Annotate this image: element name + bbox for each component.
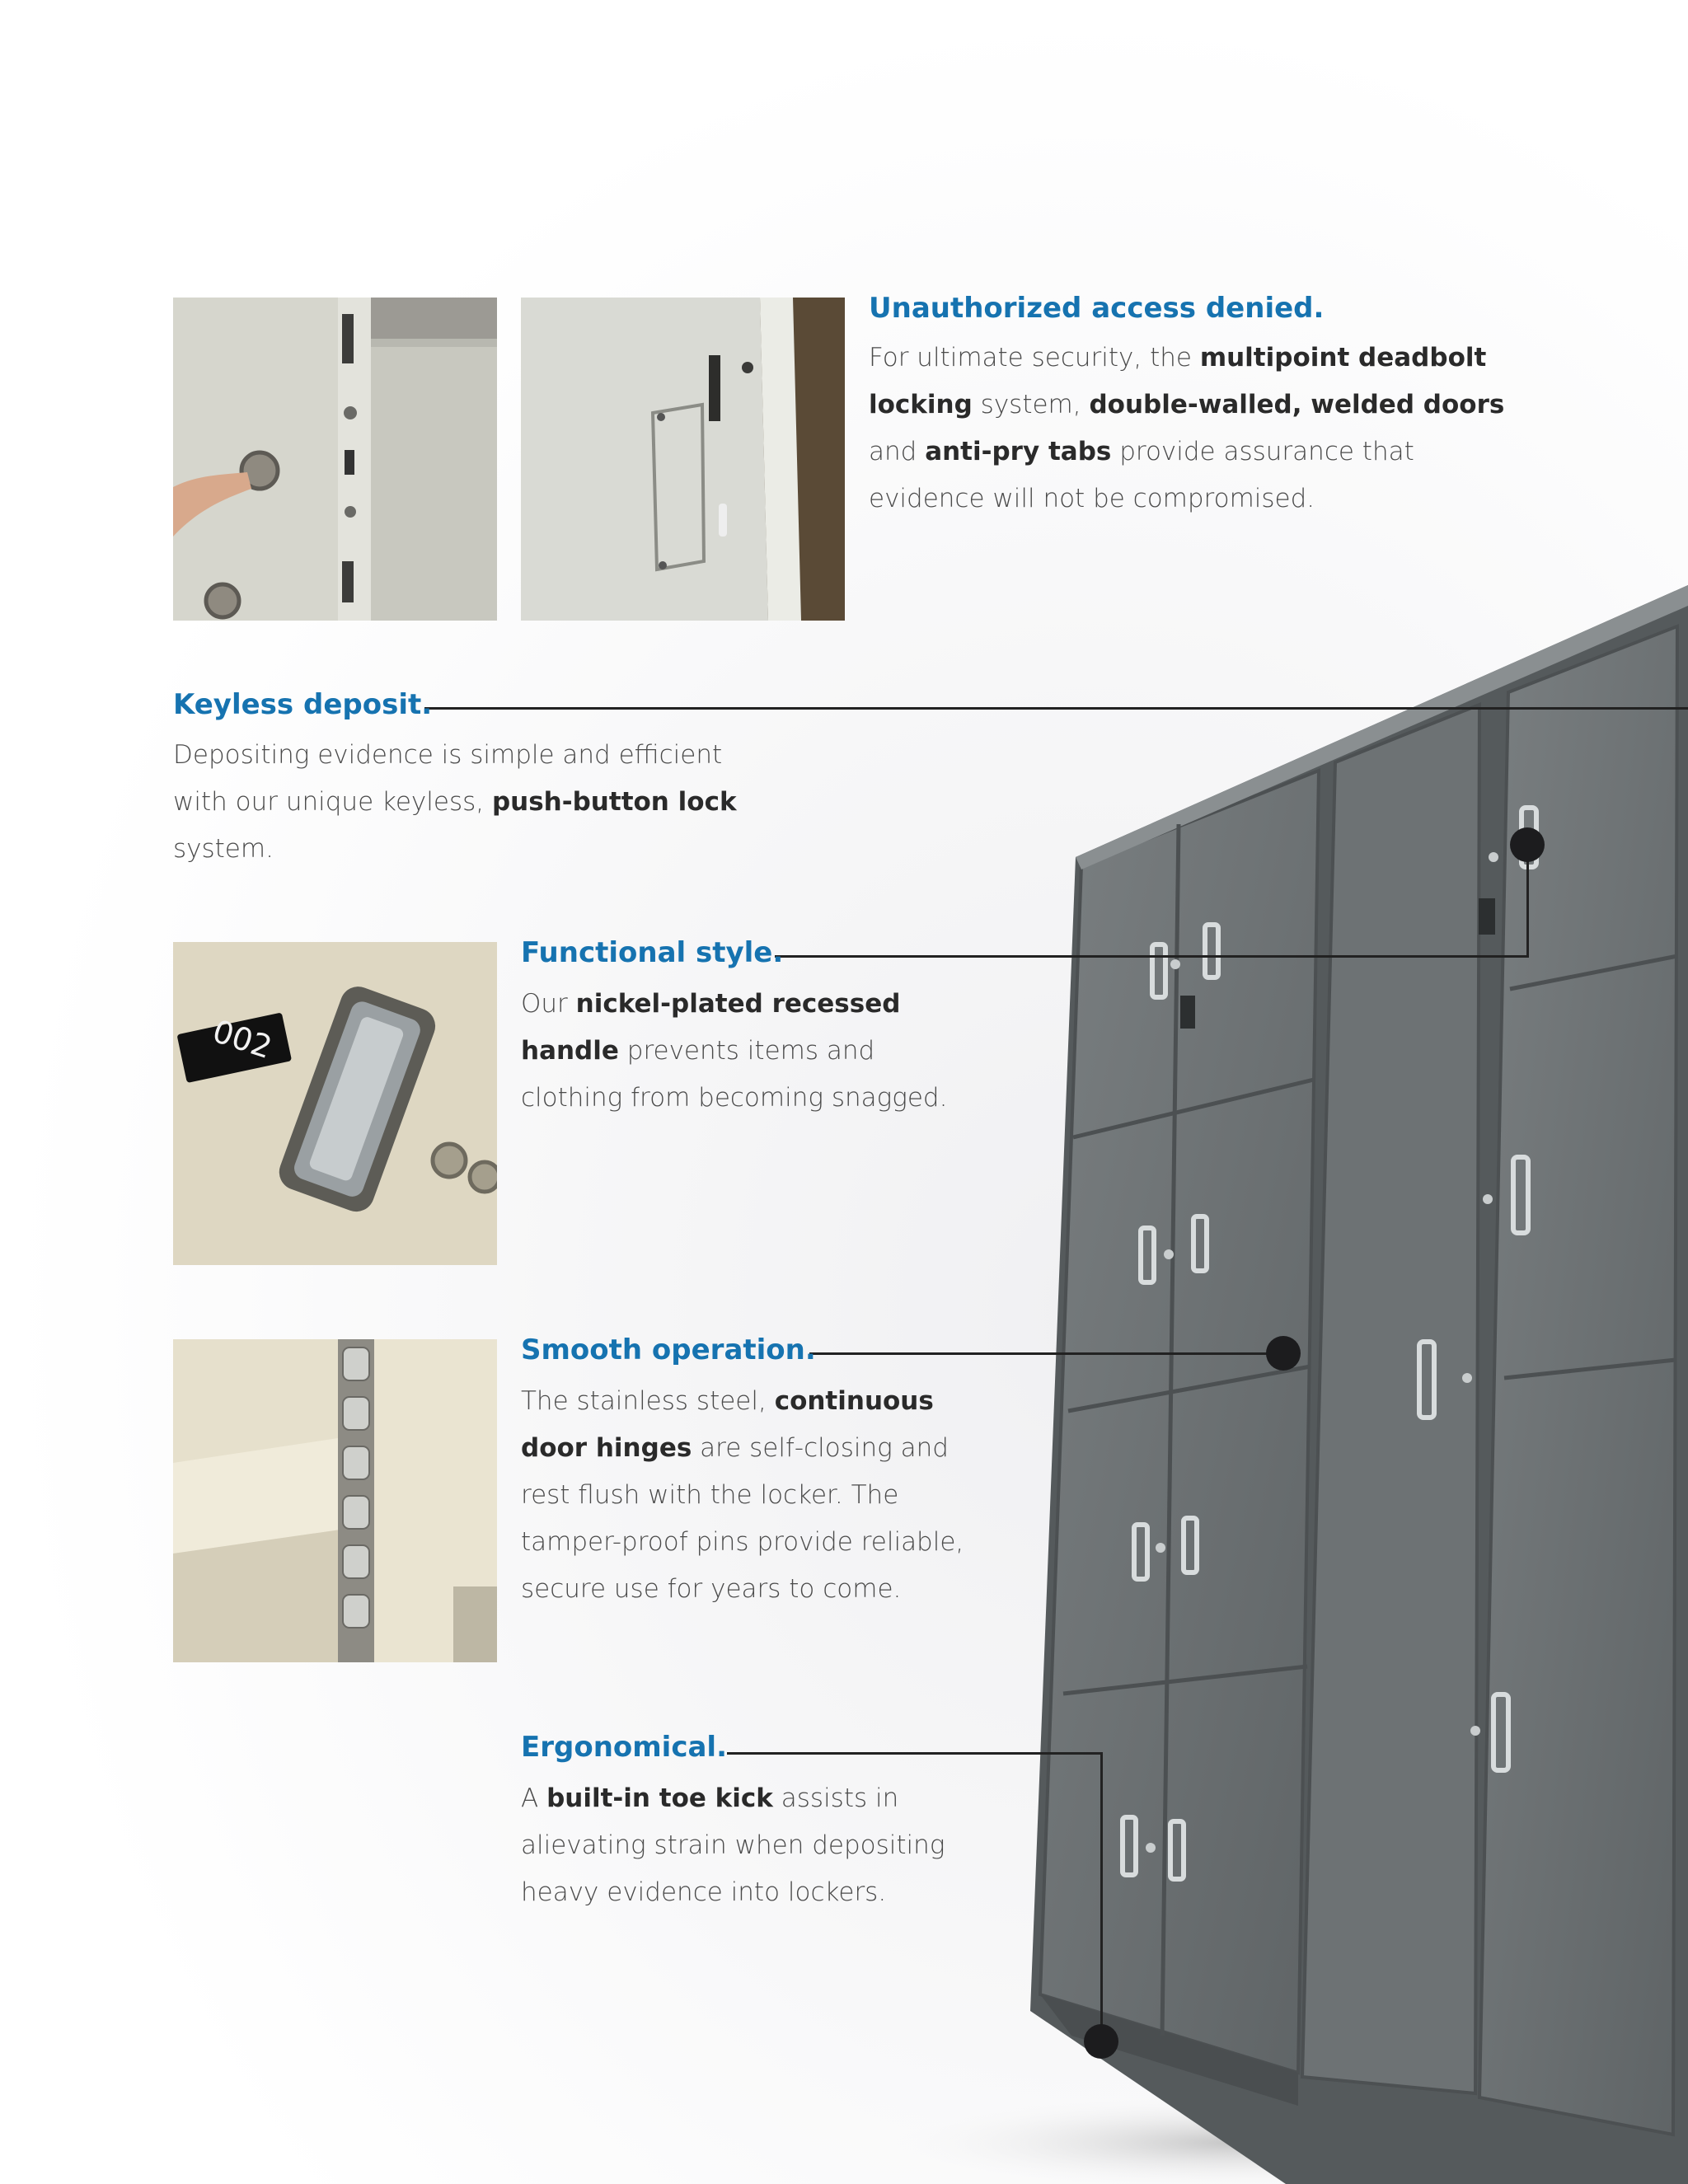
heading-functional-style: Functional style. — [521, 936, 784, 969]
heading-smooth-operation: Smooth operation. — [521, 1333, 816, 1366]
text-functional-style: Our nickel-plated recessed handle prevents items and clothing from becoming snagged. — [521, 989, 948, 1113]
photo-welded-door — [521, 298, 845, 621]
photo-continuous-hinge — [173, 1339, 497, 1662]
callout-line-keyless — [424, 707, 1688, 710]
text-unauthorized-access: For ultimate security, the multipoint deadbolt locking system, double-walled, welded doors and anti-pry tabs provide assurance that evidence will not be compromised. — [869, 343, 1505, 513]
callout-line-smooth — [809, 1352, 1286, 1355]
heading-keyless-deposit: Keyless deposit. — [173, 688, 433, 721]
callout-line-ergonomical — [727, 1752, 1103, 1755]
locker-number-label: 002 — [208, 1012, 277, 1066]
callout-dot-smooth — [1266, 1336, 1301, 1371]
heading-ergonomical: Ergonomical. — [521, 1731, 728, 1764]
callout-line-ergonomical-vertical — [1100, 1752, 1103, 2041]
photo-push-button-lock — [173, 298, 497, 621]
text-smooth-operation: The stainless steel, continuous door hinges are self-closing and rest flush with the locker. The tamper-proof pins provide reliable, secure use for years to come. — [521, 1386, 964, 1604]
text-keyless-deposit: Depositing evidence is simple and efficient with our unique keyless, push-button lock system. — [173, 740, 737, 864]
heading-unauthorized-access: Unauthorized access denied. — [869, 292, 1325, 325]
callout-dot-ergonomical — [1084, 2024, 1118, 2059]
callout-line-functional — [775, 955, 1528, 958]
photo-recessed-handle — [173, 942, 497, 1265]
text-ergonomical: A built-in toe kick assists in alievating strain when depositing heavy evidence into lockers. — [521, 1783, 945, 1907]
callout-dot-functional — [1510, 827, 1545, 862]
